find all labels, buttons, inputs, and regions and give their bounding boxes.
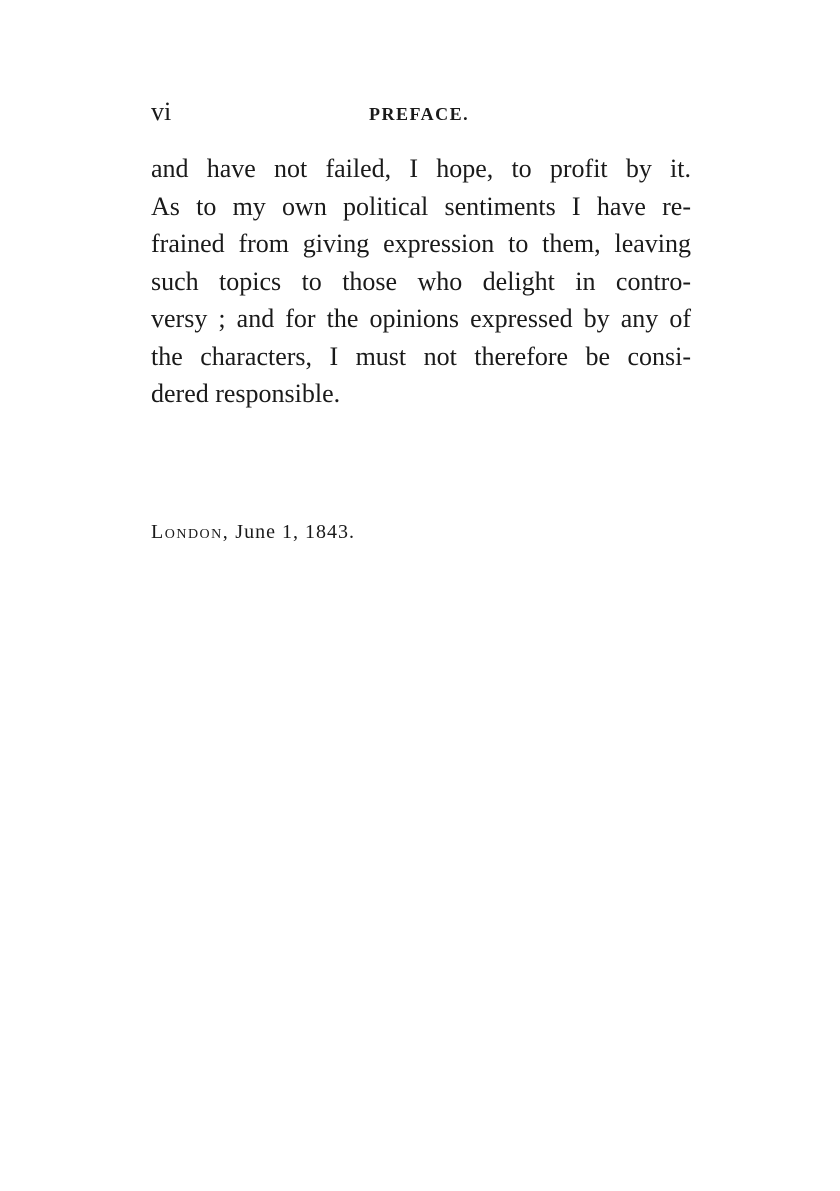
signoff-date: June 1, 1843.: [235, 521, 355, 543]
text-line: dered responsible.: [151, 379, 341, 408]
running-title: PREFACE.: [369, 104, 470, 124]
signoff: [151, 517, 355, 547]
text-line: the characters, I must not therefore be consi-: [151, 341, 691, 371]
page-number: vi: [151, 97, 172, 126]
text-line: As to my own political sentiments I have re-: [151, 191, 691, 221]
preface-paragraph: [151, 150, 691, 413]
page-header: [151, 92, 691, 132]
text-line: such topics to those who delight in contro-: [151, 266, 691, 296]
text-line: versy ; and for the opinions expressed by any of: [151, 304, 691, 333]
text-line: and have not failed, I hope, to profit by it.: [151, 154, 691, 183]
text-line: frained from giving expression to them, leaving: [151, 229, 691, 258]
signoff-place: London,: [151, 521, 230, 543]
